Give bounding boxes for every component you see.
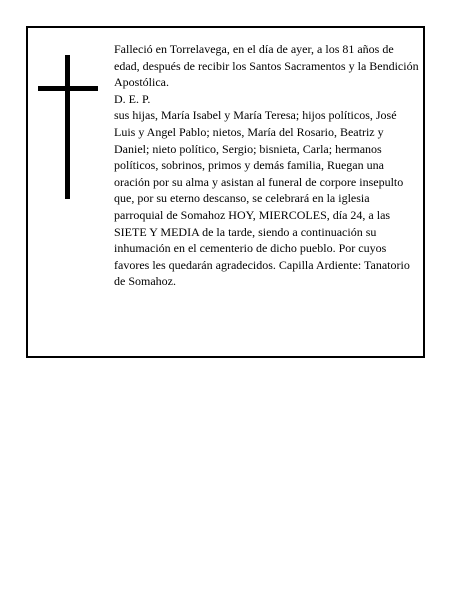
cross-icon bbox=[38, 55, 98, 199]
obituary-intro: Falleció en Torrelavega, en el día de ayer, a los 81 años de edad, después de recibir los Santos Sacramentos y la Bendición Apostólica. bbox=[114, 42, 419, 90]
cross-vertical-bar bbox=[65, 55, 70, 199]
cross-horizontal-bar bbox=[38, 86, 98, 91]
obituary-text bbox=[114, 41, 420, 290]
obituary-body: sus hijas, María Isabel y María Teresa; hijos políticos, José Luis y Angel Pablo; nietos, María del Rosario, Beatriz y Daniel; nieto político, Sergio; bisnieta, Carla; hermanos políticos, sobrinos, primos y demás familia, Ruegan una oración por su alma y asistan al funeral de corpore insepulto que, por su eterno descanso, se celebrará en la iglesia parroquial de Somahoz HOY, MIERCOLES, día 24, a las SIETE Y MEDIA de la tarde, siendo a continuación su inhumación en el cementerio de dicho pueblo. Por cuyos favores les quedarán agradecidos. Capilla Ardiente: Tanatorio de Somahoz. bbox=[114, 108, 410, 289]
obituary-dep: D. E. P. bbox=[114, 91, 151, 106]
obituary-notice bbox=[26, 26, 425, 358]
